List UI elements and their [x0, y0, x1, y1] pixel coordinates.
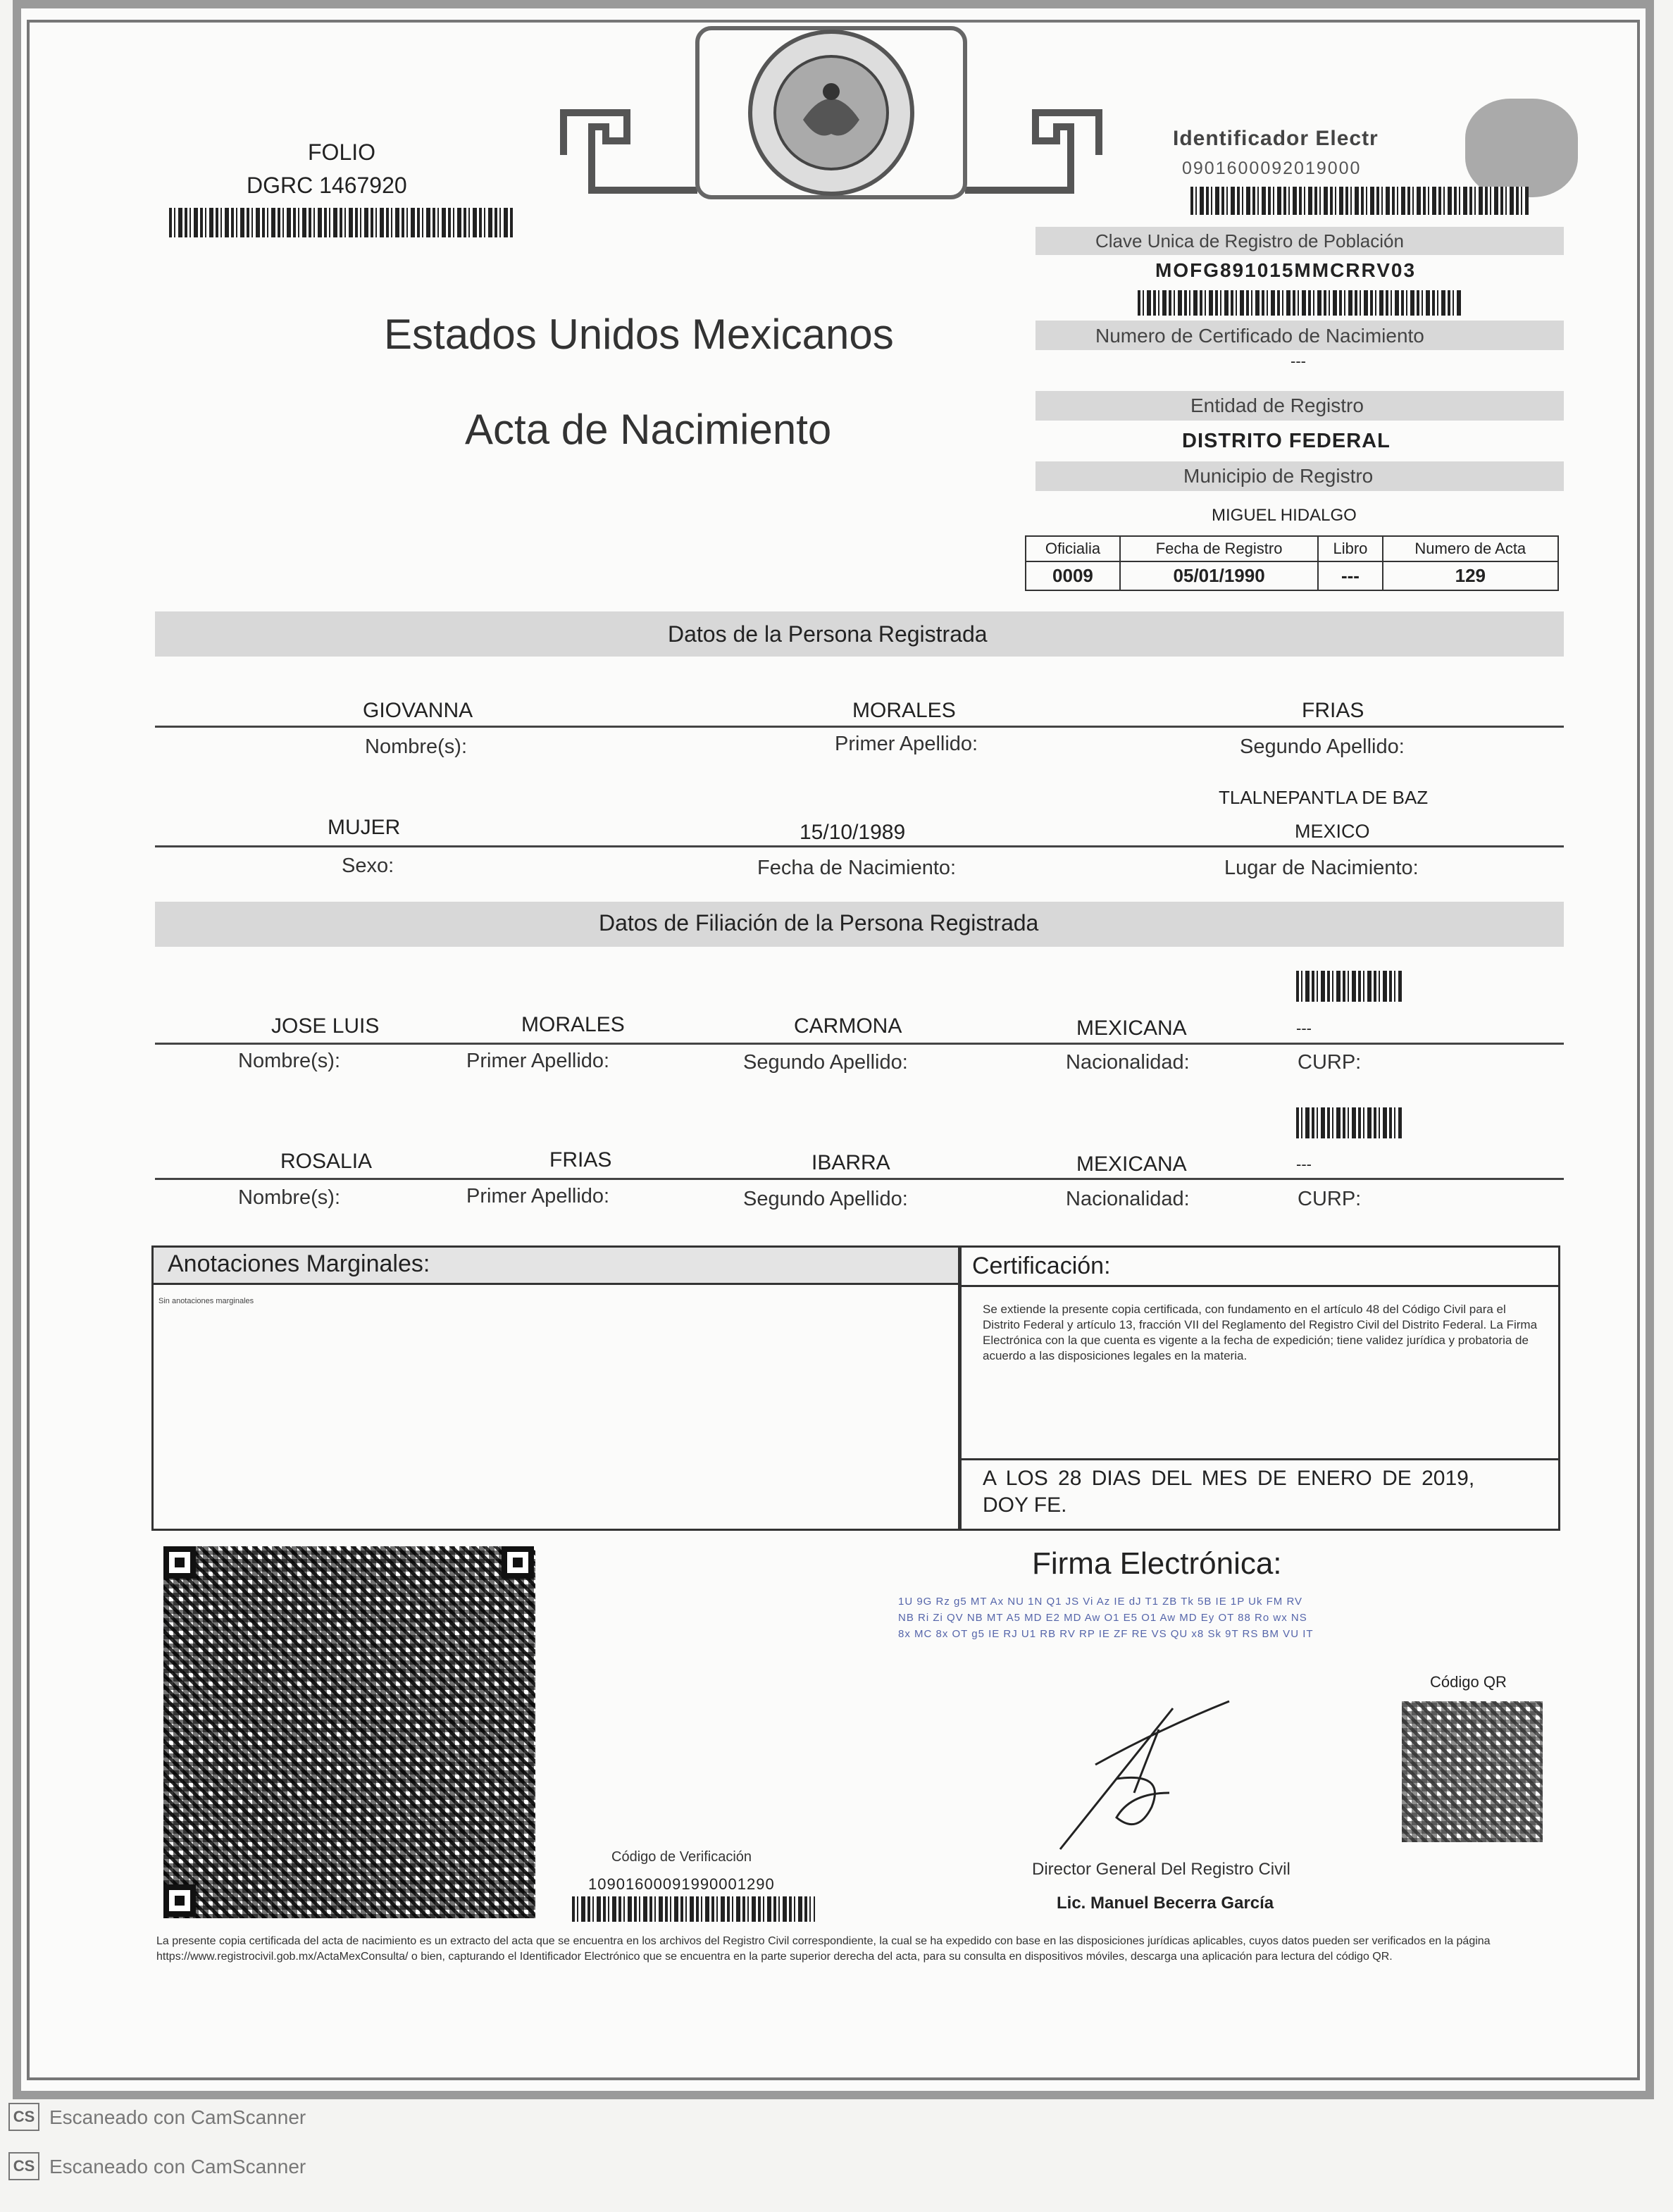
registro-header: Fecha de Registro	[1120, 536, 1318, 561]
nombre-label: Nombre(s):	[365, 735, 468, 758]
madre-curp-barcode	[1296, 1107, 1402, 1138]
footer-disclaimer: La presente copia certificada del acta de nacimiento es un extracto del acta que se encuentra en los archivos del Registro Civil correspondiente, la cual se ha expedido con base en las disposiciones jurídicas aplicables, cuyos datos pueden ser verificados en la página https://www.registrocivil.gob.mx/ActaMexConsulta/ o bien, capturando el Identificador Electrónico que se encuentra en la parte superior derecha del acta, para su consulta en dispositivos móviles, descarga una aplicación para lectura del código QR.	[156, 1935, 1491, 1963]
director-title: Director General Del Registro Civil	[1032, 1860, 1290, 1879]
camscanner-text-2: Escaneado con CamScanner	[49, 2156, 306, 2177]
padre-segundo-apellido: CARMONA	[794, 1014, 902, 1038]
primer-apellido-label: Primer Apellido:	[835, 733, 978, 755]
lugar-nacimiento-2: MEXICO	[1295, 821, 1370, 842]
country-title: Estados Unidos Mexicanos	[384, 311, 894, 358]
curp-label: Clave Unica de Registro de Población	[1095, 230, 1404, 251]
anotaciones-box	[151, 1245, 962, 1531]
registro-table	[1025, 535, 1559, 591]
filiacion-section-title: Datos de Filiación de la Persona Registrada	[599, 910, 1039, 936]
persona-section-title: Datos de la Persona Registrada	[668, 621, 988, 647]
registro-header: Libro	[1318, 536, 1382, 561]
padre-curp-label: CURP:	[1298, 1051, 1362, 1074]
camscanner-logo-2: CS	[8, 2152, 39, 2180]
madre-curp-label: CURP:	[1298, 1188, 1362, 1210]
padre-nombre: JOSE LUIS	[271, 1014, 380, 1038]
madre-segundo-apellido: IBARRA	[811, 1151, 890, 1174]
identificador-value: 0901600092019000	[1182, 159, 1362, 178]
certificado-value: ---	[1290, 352, 1306, 370]
madre-nacionalidad: MEXICANA	[1076, 1152, 1187, 1176]
segundo-apellido-label: Segundo Apellido:	[1240, 735, 1405, 758]
madre-nacionalidad-label: Nacionalidad:	[1066, 1188, 1190, 1210]
director-name: Lic. Manuel Becerra García	[1057, 1894, 1274, 1913]
certificacion-title: Certificación:	[972, 1253, 1111, 1279]
curp-barcode	[1138, 290, 1462, 316]
persona-primer-apellido: MORALES	[852, 699, 956, 722]
folio-number: DGRC 1467920	[247, 173, 407, 198]
fecha-registro-value: 05/01/1990	[1120, 561, 1318, 590]
madre-segundo-label: Segundo Apellido:	[743, 1188, 908, 1210]
national-seal-icon	[549, 14, 1113, 218]
registro-header: Numero de Acta	[1383, 536, 1558, 561]
fecha-nacimiento-label: Fecha de Nacimiento:	[757, 857, 957, 879]
verification-qr-code	[163, 1546, 535, 1918]
firma-hash-line-3: 8x MC 8x OT g5 IE RJ U1 RB RV RP IE ZF RE VS QU x8 Sk 9T RS BM VU IT	[898, 1628, 1314, 1640]
firma-hash-line-2: NB Ri Zi QV NB MT A5 MD E2 MD Aw O1 E5 O1 Aw MD Ey OT 88 Ro wx NS	[898, 1612, 1307, 1624]
entidad-value: DISTRITO FEDERAL	[1182, 430, 1391, 452]
acta-number-value: 129	[1383, 561, 1558, 590]
padre-curp-barcode	[1296, 971, 1402, 1002]
document-title: Acta de Nacimiento	[465, 406, 832, 453]
qr-label: Código QR	[1430, 1673, 1507, 1691]
padre-primer-label: Primer Apellido:	[466, 1050, 610, 1072]
anotaciones-text: Sin anotaciones marginales	[158, 1297, 254, 1305]
camscanner-text-1: Escaneado con CamScanner	[49, 2106, 306, 2128]
identificador-label: Identificador Electr	[1173, 127, 1379, 150]
madre-primer-apellido: FRIAS	[549, 1148, 612, 1172]
municipio-value: MIGUEL HIDALGO	[1212, 506, 1357, 525]
folio-label: FOLIO	[308, 139, 376, 165]
certificado-label: Numero de Certificado de Nacimiento	[1095, 325, 1424, 347]
padre-nombre-label: Nombre(s):	[238, 1050, 341, 1072]
entidad-label: Entidad de Registro	[1190, 394, 1364, 416]
padre-curp: ---	[1296, 1019, 1312, 1037]
verificacion-value: 10901600091990001290	[588, 1875, 775, 1893]
certificacion-fecha: A LOS 28 DIAS DEL MES DE ENERO DE 2019,	[983, 1467, 1475, 1490]
madre-primer-label: Primer Apellido:	[466, 1185, 610, 1207]
persona-nombre: GIOVANNA	[363, 699, 473, 722]
libro-value: ---	[1318, 561, 1382, 590]
padre-nacionalidad-label: Nacionalidad:	[1066, 1051, 1190, 1074]
curp-value: MOFG891015MMCRRV03	[1155, 259, 1417, 281]
identificador-barcode	[1190, 187, 1529, 215]
persona-sexo: MUJER	[328, 816, 401, 839]
madre-nombre: ROSALIA	[280, 1150, 373, 1173]
oficialia-value: 0009	[1026, 561, 1120, 590]
persona-segundo-apellido: FRIAS	[1302, 699, 1364, 722]
certificacion-text: Se extiende la presente copia certificada, con fundamento en el artículo 48 del Código Civil para el Distrito Federal y artículo 13, fracción VII del Reglamento del Registro Civil del Distrito Federal. La Firma Electrónica con la que cuenta es vigente a la fecha de expedición; tiene validez jurídica y probatoria de acuerdo a las disposiciones legales en la materia.	[983, 1303, 1538, 1362]
madre-nombre-label: Nombre(s):	[238, 1186, 341, 1209]
verificacion-label: Código de Verificación	[611, 1849, 752, 1865]
municipio-label: Municipio de Registro	[1183, 465, 1374, 487]
signature-qr-code	[1402, 1701, 1543, 1842]
lugar-nacimiento-1: TLALNEPANTLA DE BAZ	[1219, 787, 1429, 808]
handwritten-signature-icon	[1053, 1687, 1250, 1856]
padre-primer-apellido: MORALES	[521, 1013, 625, 1036]
registro-header: Oficialia	[1026, 536, 1120, 561]
folio-barcode	[169, 208, 514, 237]
sexo-label: Sexo:	[342, 855, 394, 877]
persona-fecha-nacimiento: 15/10/1989	[800, 821, 906, 844]
padre-segundo-label: Segundo Apellido:	[743, 1051, 908, 1074]
lugar-nacimiento-label: Lugar de Nacimiento:	[1224, 857, 1419, 879]
madre-curp: ---	[1296, 1155, 1312, 1173]
firma-hash-line-1: 1U 9G Rz g5 MT Ax NU 1N Q1 JS Vi Az IE dJ T1 ZB Tk 5B IE 1P Uk FM RV	[898, 1596, 1303, 1608]
certificacion-doy-fe: DOY FE.	[983, 1493, 1067, 1517]
firma-title: Firma Electrónica:	[1032, 1546, 1282, 1581]
camscanner-logo: CS	[8, 2103, 39, 2131]
verificacion-barcode	[572, 1896, 815, 1922]
padre-nacionalidad: MEXICANA	[1076, 1017, 1187, 1040]
redaction-blot	[1465, 99, 1578, 197]
anotaciones-title: Anotaciones Marginales:	[168, 1250, 430, 1277]
